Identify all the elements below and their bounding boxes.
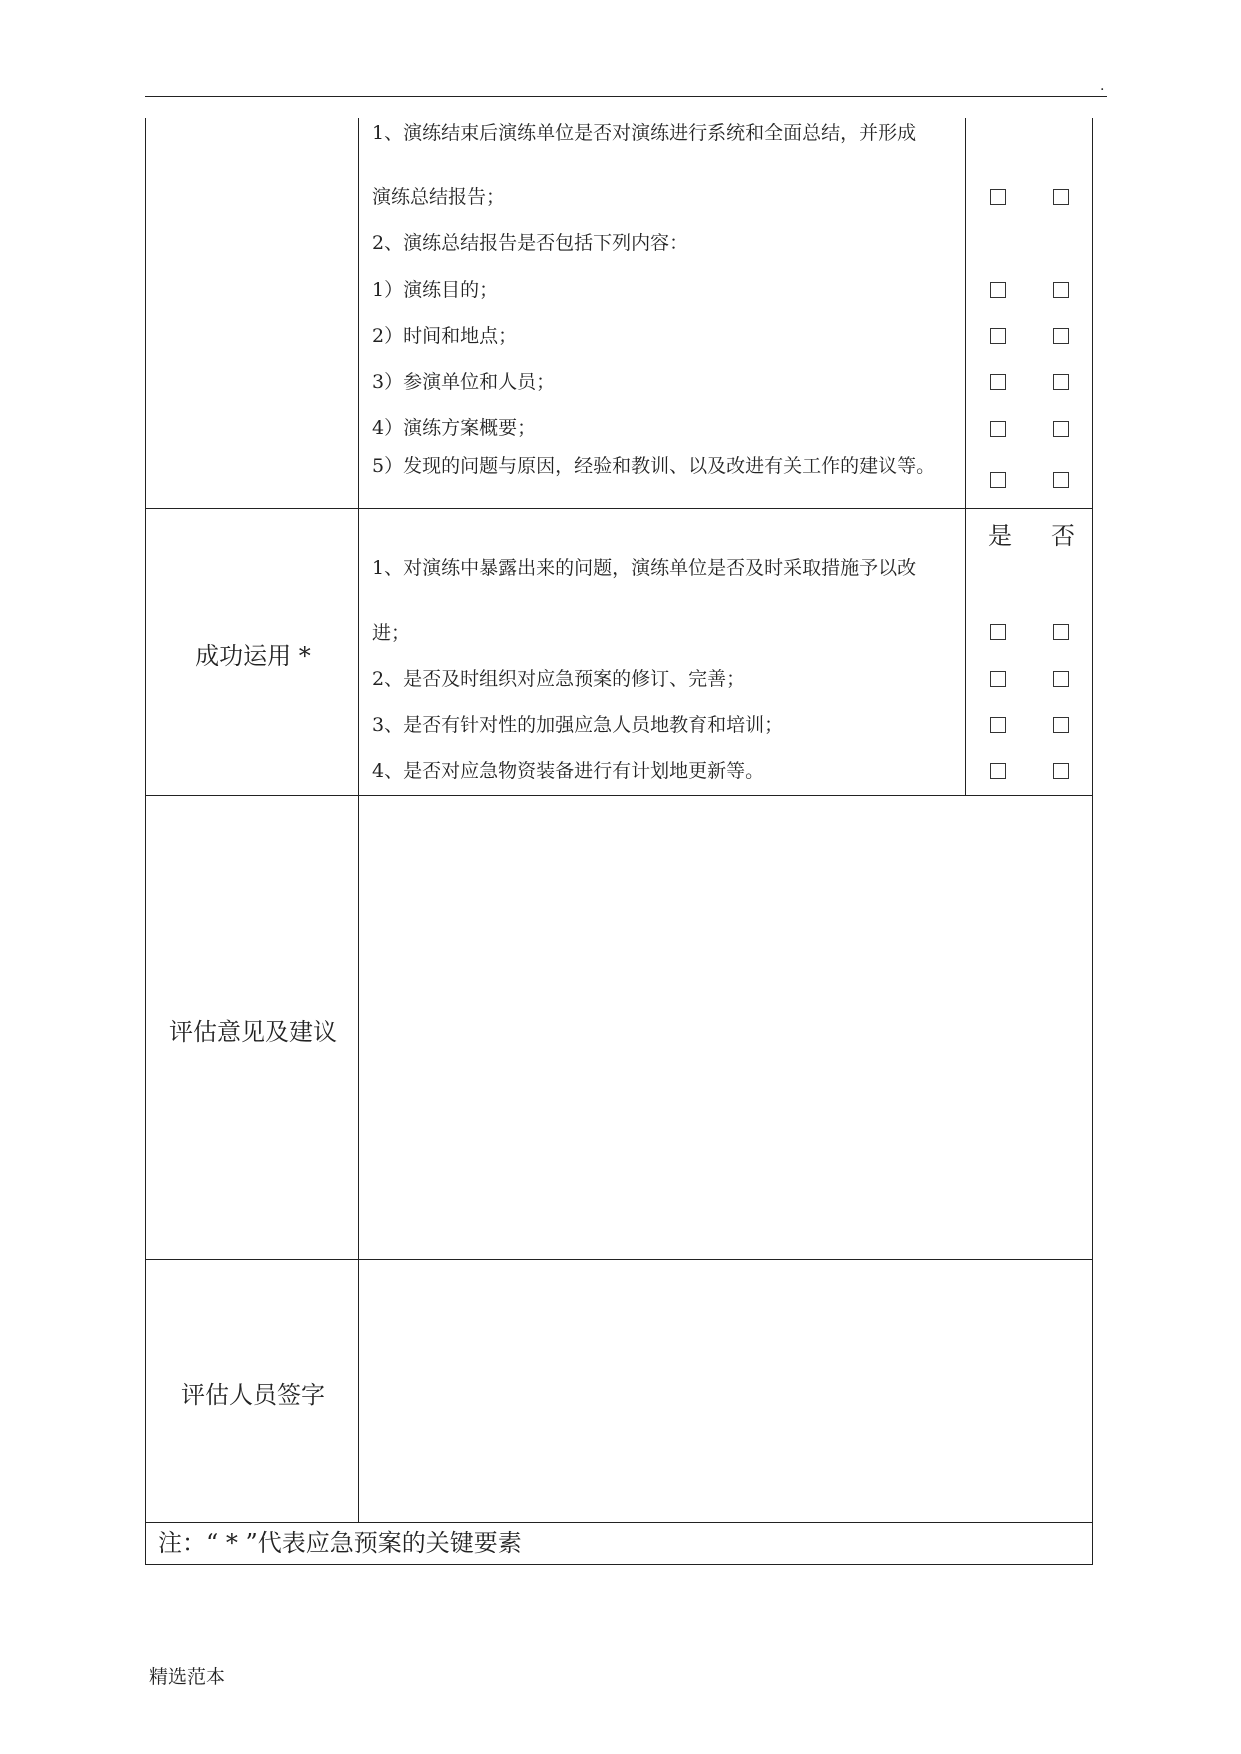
- s1-no-checkbox-3[interactable]: [1053, 328, 1069, 344]
- s2-item-1: 1、对演练中暴露出来的问题，演练单位是否及时采取措施予以改: [372, 557, 917, 579]
- s1-yes-checkbox-6[interactable]: [990, 472, 1006, 488]
- col-divider-check: [965, 118, 966, 795]
- opinions-input-area[interactable]: [360, 797, 1091, 1258]
- s2-no-checkbox-2[interactable]: [1053, 671, 1069, 687]
- s2-no-checkbox-4[interactable]: [1053, 763, 1069, 779]
- section-label-opinions: 评估意见及建议: [169, 1018, 337, 1046]
- col-divider-label: [358, 118, 359, 1523]
- section-label-success-use: 成功运用 *: [195, 642, 311, 670]
- s2-yes-checkbox-3[interactable]: [990, 717, 1006, 733]
- page-footer: 精选范本: [149, 1666, 226, 1688]
- s2-item-1-cont: 进；: [372, 622, 411, 644]
- s2-no-checkbox-3[interactable]: [1053, 717, 1069, 733]
- s2-yes-checkbox-1[interactable]: [990, 624, 1006, 640]
- s1-no-checkbox-1[interactable]: [1053, 189, 1069, 205]
- s1-item-2-2: 2）时间和地点；: [372, 325, 518, 347]
- row-divider-2: [145, 795, 1093, 796]
- s1-yes-checkbox-4[interactable]: [990, 374, 1006, 390]
- header-dot: .: [1100, 78, 1105, 94]
- s2-item-3: 3、是否有针对性的加强应急人员地教育和培训；: [372, 714, 784, 736]
- row-divider-3: [145, 1259, 1093, 1260]
- s1-no-checkbox-6[interactable]: [1053, 472, 1069, 488]
- s2-yes-checkbox-4[interactable]: [990, 763, 1006, 779]
- s1-item-1-cont: 演练总结报告；: [372, 186, 506, 208]
- s1-item-1: 1、演练结束后演练单位是否对演练进行系统和全面总结，并形成: [372, 122, 917, 144]
- table-note: 注：“ * ”代表应急预案的关键要素: [158, 1529, 522, 1557]
- row-divider-1: [145, 508, 1093, 509]
- signature-area[interactable]: [360, 1261, 1091, 1521]
- header-rule: [145, 96, 1107, 97]
- no-header: 否: [1051, 522, 1075, 550]
- s2-yes-checkbox-2[interactable]: [990, 671, 1006, 687]
- s1-yes-checkbox-2[interactable]: [990, 282, 1006, 298]
- s1-yes-checkbox-5[interactable]: [990, 421, 1006, 437]
- yes-header: 是: [988, 522, 1012, 550]
- s1-no-checkbox-2[interactable]: [1053, 282, 1069, 298]
- s1-item-2-3: 3）参演单位和人员；: [372, 371, 556, 393]
- s1-no-checkbox-5[interactable]: [1053, 421, 1069, 437]
- s1-item-2-4: 4）演练方案概要；: [372, 417, 537, 439]
- s2-item-2: 2、是否及时组织对应急预案的修订、完善；: [372, 668, 746, 690]
- s2-no-checkbox-1[interactable]: [1053, 624, 1069, 640]
- s1-item-2-5: 5）发现的问题与原因，经验和教训、以及改进有关工作的建议等。: [372, 455, 936, 477]
- s1-no-checkbox-4[interactable]: [1053, 374, 1069, 390]
- s1-yes-checkbox-1[interactable]: [990, 189, 1006, 205]
- section-label-signature: 评估人员签字: [181, 1381, 325, 1409]
- s1-yes-checkbox-3[interactable]: [990, 328, 1006, 344]
- s2-item-4: 4、是否对应急物资装备进行有计划地更新等。: [372, 760, 765, 782]
- s1-item-2-1: 1）演练目的；: [372, 279, 499, 301]
- s1-item-2: 2、演练总结报告是否包括下列内容：: [372, 232, 689, 254]
